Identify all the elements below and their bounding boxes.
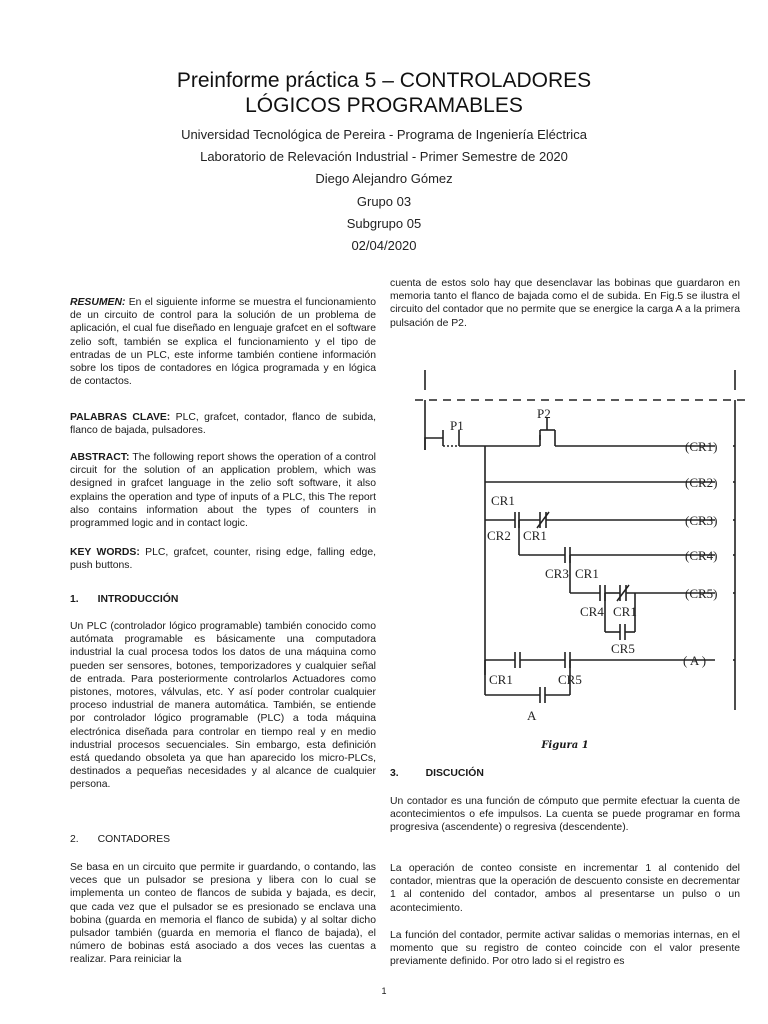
label-p2: P2 xyxy=(537,406,551,421)
keywords-text: PLC, grafcet, counter, rising edge, falling edge, push buttons. xyxy=(70,547,376,572)
discusion-text-2: La operación de conteo consiste en incrementar 1 al contenido del contador, mientras que la operación de descuento consiste en decrementar 1 al contenido del contador, ambos al presentarse un pulso o un acontecimiento. xyxy=(390,863,740,914)
section-2-title: CONTADORES xyxy=(97,834,171,845)
palabras-label: PALABRAS CLAVE: xyxy=(70,412,171,423)
page-number: 1 xyxy=(381,986,387,996)
section-1-title: INTRODUCCIÓN xyxy=(97,594,179,605)
keywords-label: KEY WORDS: xyxy=(70,547,140,558)
discusion-paragraph-1 xyxy=(390,795,740,835)
abstract-text: The following report shows the operation of a control circuit for the solution of an application problem, which was designed in grafcet language in the zelio soft software, it also explains the operation and type of inputs of a PLC, this The report also contains information about the types of counters in programmed logic and in contact logic. xyxy=(70,452,376,530)
resumen-label: RESUMEN: xyxy=(70,297,126,308)
label-cr1-r5: CR1 xyxy=(613,604,637,619)
label-cr5-seal: CR5 xyxy=(611,641,635,656)
university-line: Universidad Tecnológica de Pereira - Programa de Ingeniería Eléctrica xyxy=(181,127,587,142)
section-2-number: 2. xyxy=(70,834,79,845)
coil-cr4: (CR4) xyxy=(685,548,718,563)
label-cr1-r4: CR1 xyxy=(575,566,599,581)
label-p1: P1 xyxy=(450,418,464,433)
label-cr1-a: CR1 xyxy=(489,672,513,687)
coil-cr1: (CR1) xyxy=(685,439,718,454)
abstract-label: ABSTRACT: xyxy=(70,452,130,463)
date-line: 02/04/2020 xyxy=(351,238,417,254)
label-cr2: CR2 xyxy=(487,528,511,543)
resumen-paragraph xyxy=(70,296,376,388)
discusion-paragraph-3 xyxy=(390,929,740,969)
document-title xyxy=(0,68,768,118)
ladder-diagram xyxy=(415,360,745,735)
introduccion-text: Un PLC (controlador lógico programable) también conocido como autómata programable es básicamente una computadora industrial la cual procesa todos los datos de una máquina como pueden ser sensores, botones, temporizadores y cualquier señal de entrada. Para posteriormente controlarlos Actuadores como pistones, motores, válvulas, etc. Y así poder controlar cualquier proceso industrial de manera automática. También, se entiende por controlador lógico programable (PLC) a toda máquina electrónica diseñada para controlar en tiempo real y en medio industrial procesos secuenciales. Sin embargo, esta definición está quedando obsoleta ya que han aparecido los micro-PLCs, destinados a pequeñas necesidades y al alcance de cualquier persona. xyxy=(70,621,376,791)
label-cr1-nc: CR1 xyxy=(523,528,547,543)
discusion-paragraph-2 xyxy=(390,862,740,915)
label-a-seal: A xyxy=(527,708,537,723)
palabras-text: PLC, grafcet, contador, flanco de subida, flanco de bajada, pulsadores. xyxy=(70,412,376,437)
figure-caption: Figura 1 xyxy=(541,740,589,751)
label-cr5-a: CR5 xyxy=(558,672,582,687)
discusion-text-3: La función del contador, permite activar salidas o memorias internas, en el momento que su registro de conteo coincide con el valor presente previamente definido. Por otro lado si el registro es xyxy=(390,930,740,968)
section-3-heading xyxy=(390,768,484,779)
group-line: Grupo 03 xyxy=(356,193,412,209)
section-3-number: 3. xyxy=(390,768,399,779)
section-3-title: DISCUCIÓN xyxy=(425,768,484,779)
coil-a: ( A ) xyxy=(683,653,707,668)
section-1-number: 1. xyxy=(70,594,79,605)
keywords-paragraph xyxy=(70,546,376,572)
coil-cr2: (CR2) xyxy=(685,475,718,490)
author-name: Diego Alejandro Gómez xyxy=(315,171,453,187)
discusion-text-1: Un contador es una función de cómputo que permite efectuar la cuenta de acontecimientos o efe impulsos. La cuenta se puede programar en forma progresiva (ascendente) o regresiva (descendente). xyxy=(390,796,740,834)
label-cr1-rung2: CR1 xyxy=(491,493,515,508)
resumen-text: En el siguiente informe se muestra el funcionamiento de un circuito de control para la solución de un problema de aplicación, el cual fue diseñado en lenguaje grafcet en el software zelio soft, también se explica el funcionamiento y el tipo de entradas de un PLC, este informe también contiene información sobre los tipos de contadores en lógica programada y en lógica de contactos. xyxy=(70,297,376,388)
section-2-heading xyxy=(70,834,170,845)
section-1-heading xyxy=(70,594,178,605)
p1-contact xyxy=(425,430,459,450)
abstract-paragraph xyxy=(70,451,376,530)
contadores-text: Se basa en un circuito que permite ir guardando, o contando, las veces que un pulsador se presiona y libera con lo cual se implementa un conteo de flancos de subida y bajada, es decir, que cada vez que el pulsador se es presionado se enclava una bobina (guarda en memoria el flanco de subida) y al soltar dicho pulsador también (guarda en memoria el flanco de bajada), el número de bobinas está asociado a dos veces las cuentas a realizar. Para reiniciar la xyxy=(70,862,376,966)
coil-cr3: (CR3) xyxy=(685,513,718,528)
contadores-paragraph xyxy=(70,861,376,967)
introduccion-paragraph xyxy=(70,620,376,792)
lab-line: Laboratorio de Relevación Industrial - Primer Semestre de 2020 xyxy=(200,149,568,165)
title-line-1: Preinforme práctica 5 – CONTROLADORES xyxy=(176,69,592,92)
subgroup-line: Subgrupo 05 xyxy=(346,215,422,231)
right-intro-paragraph xyxy=(390,277,740,330)
coil-cr5: (CR5) xyxy=(685,586,718,601)
title-line-2: LÓGICOS PROGRAMABLES xyxy=(245,94,523,117)
label-cr4: CR4 xyxy=(580,604,604,619)
author-block xyxy=(0,124,768,257)
palabras-clave-paragraph xyxy=(70,411,376,437)
label-cr3: CR3 xyxy=(545,566,569,581)
right-intro-text: cuenta de estos solo hay que desenclavar las bobinas que guardaron en memoria tanto el flanco de bajada como el de subida. En Fig.5 se ilustra el circuito del contador que no permite que se energice la carga A a la primera pulsación de P2. xyxy=(390,278,740,329)
